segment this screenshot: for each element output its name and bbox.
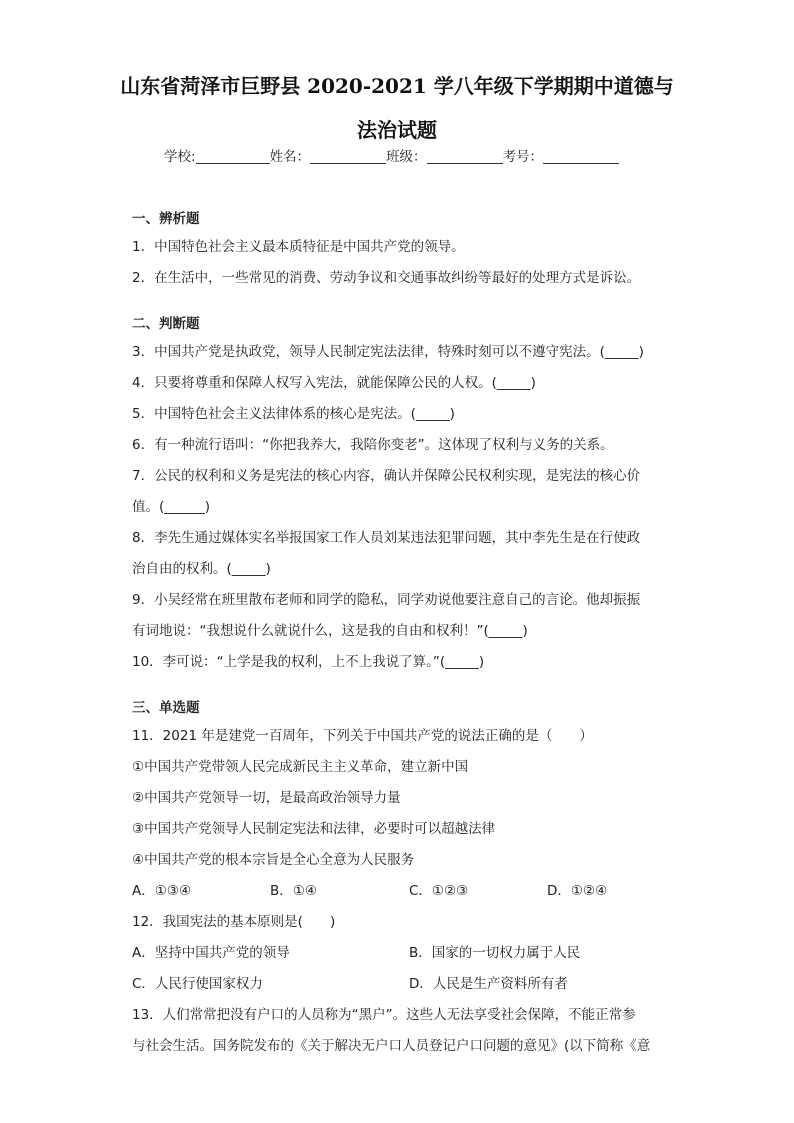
section-heading-analysis: 一、辨析题 — [132, 211, 200, 227]
section-heading-single-choice: 三、单选题 — [132, 700, 200, 716]
class-label: 班级： — [386, 149, 427, 165]
section-heading-true-false: 二、判断题 — [132, 316, 200, 332]
question-7-line2: 值。(______) — [132, 499, 211, 515]
exam-title-line1: 山东省菏泽市巨野县 2020-2021 学八年级下学期期中道德与 — [120, 74, 674, 98]
question-13-line1: 13．人们常常把没有户口的人员称为“黑户”。这些人无法享受社会保障，不能正常参 — [132, 1007, 636, 1023]
name-blank[interactable] — [310, 149, 386, 164]
question-9-line1: 9．小吴经常在班里散布老师和同学的隐私，同学劝说他要注意自己的言论。他却振振 — [132, 592, 641, 608]
question-12-option-b[interactable]: B．国家的一切权力属于人民 — [409, 945, 581, 961]
question-12: 12．我国宪法的基本原则是( ) — [132, 914, 336, 930]
exam-title-line2: 法治试题 — [357, 118, 437, 142]
question-12-option-a[interactable]: A．坚持中国共产党的领导 — [132, 945, 290, 961]
question-12-option-d[interactable]: D．人民是生产资料所有者 — [409, 976, 568, 992]
question-6: 6．有一种流行语叫：“你把我养大，我陪你变老”。这体现了权利与义务的关系。 — [132, 437, 614, 453]
question-11-statement-3: ③中国共产党领导人民制定宪法和法律，必要时可以超越法律 — [132, 821, 496, 837]
question-11-statement-2: ②中国共产党领导一切，是最高政治领导力量 — [132, 790, 401, 806]
question-11-option-d[interactable]: D．①②④ — [547, 883, 608, 899]
question-2: 2．在生活中，一些常见的消费、劳动争议和交通事故纠纷等最好的处理方式是诉讼。 — [132, 270, 641, 286]
question-11: 11．2021 年是建党一百周年，下列关于中国共产党的说法正确的是（ ） — [132, 728, 593, 744]
exam-number-blank[interactable] — [543, 149, 619, 164]
question-7-line1: 7．公民的权利和义务是宪法的核心内容，确认并保障公民权利实现，是宪法的核心价 — [132, 468, 641, 484]
school-label: 学校: — [164, 149, 196, 165]
question-8-line2: 治自由的权利。(_____) — [132, 561, 271, 577]
question-11-statement-1: ①中国共产党带领人民完成新民主主义革命，建立新中国 — [132, 759, 469, 775]
exam-number-label: 考号： — [502, 149, 544, 165]
name-label: 姓名： — [269, 149, 311, 165]
question-12-option-c[interactable]: C．人民行使国家权力 — [132, 976, 263, 992]
question-11-option-a[interactable]: A．①③④ — [132, 883, 192, 899]
question-4: 4．只要将尊重和保障人权写入宪法，就能保障公民的人权。(_____) — [132, 375, 536, 391]
class-blank[interactable] — [427, 149, 503, 164]
question-11-statement-4: ④中国共产党的根本宗旨是全心全意为人民服务 — [132, 852, 415, 868]
question-11-option-b[interactable]: B．①④ — [270, 883, 317, 899]
question-8-line1: 8．李先生通过媒体实名举报国家工作人员刘某违法犯罪问题，其中李先生是在行使政 — [132, 530, 641, 546]
question-1: 1．中国特色社会主义最本质特征是中国共产党的领导。 — [132, 239, 465, 255]
question-10: 10．李可说：“上学是我的权利，上不上我说了算。”(_____) — [132, 654, 485, 670]
question-5: 5．中国特色社会主义法律体系的核心是宪法。(_____) — [132, 406, 455, 422]
question-3: 3．中国共产党是执政党，领导人民制定宪法法律，特殊时刻可以不遵守宪法。(_____) — [132, 344, 644, 360]
student-info-row — [164, 145, 619, 165]
question-11-option-c[interactable]: C．①②③ — [409, 883, 469, 899]
question-9-line2: 有词地说：“我想说什么就说什么，这是我的自由和权利！”(_____) — [132, 623, 528, 639]
question-13-line2: 与社会生活。国务院发布的《关于解决无户口人员登记户口问题的意见》(以下简称《意 — [132, 1038, 651, 1054]
school-blank[interactable] — [196, 149, 270, 164]
